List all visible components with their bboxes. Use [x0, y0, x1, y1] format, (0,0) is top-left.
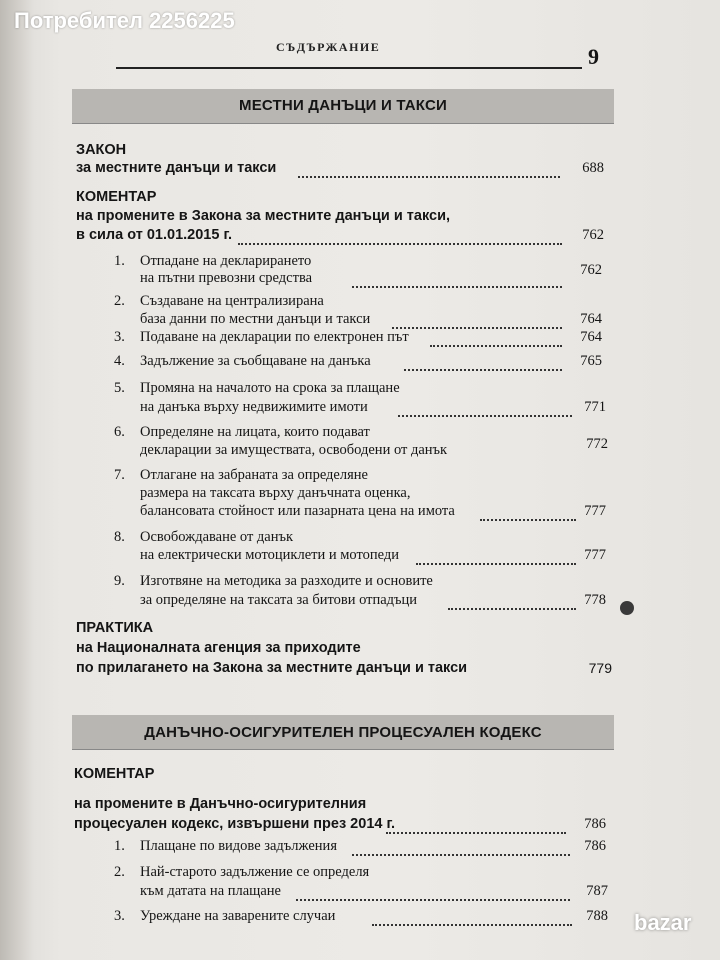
- item-number: 1.: [114, 838, 125, 854]
- dot-leader: [386, 818, 566, 834]
- item-text: за определяне на таксата за битови отпадъци: [140, 592, 418, 608]
- entry-text: по прилагането на Закона за местните данъци и такси: [76, 660, 468, 676]
- item-text: Изготвяне на методика за разходите и основите: [140, 573, 433, 589]
- dot-leader: [352, 272, 562, 288]
- page-number: 9: [588, 44, 599, 69]
- item-text: Отлагане на забраната за определяне: [140, 467, 368, 483]
- dot-leader: [392, 313, 562, 329]
- dot-leader: [238, 229, 562, 245]
- item-number: 1.: [114, 253, 125, 269]
- item-text: на електрически мотоциклети и мотопеди: [140, 547, 400, 563]
- bazar-logo: bazar: [634, 910, 692, 935]
- dot-icon: [620, 601, 634, 615]
- item-text: Определяне на лицата, които подават: [140, 424, 370, 440]
- entry-text: на Националната агенция за приходите: [76, 640, 361, 656]
- header-rule: [116, 67, 582, 69]
- dot-leader: [416, 549, 576, 565]
- item-text: на данъка върху недвижимите имоти: [140, 399, 368, 415]
- item-number: 3.: [114, 908, 125, 924]
- entry-text: на промените в Закона за местните данъци и такси,: [76, 208, 451, 224]
- dot-leader: [296, 885, 570, 901]
- dot-leader: [404, 355, 562, 371]
- entry-heading: КОМЕНТАР: [76, 189, 157, 205]
- page-ref: 772: [586, 436, 608, 452]
- item-text: Плащане по видове задължения: [140, 838, 337, 854]
- item-number: 2.: [114, 864, 125, 880]
- item-text: Създаване на централизирана: [140, 293, 324, 309]
- page-ref: 688: [582, 160, 604, 176]
- entry-heading: ПРАКТИКА: [76, 620, 154, 636]
- item-text: на пътни превозни средства: [140, 270, 313, 286]
- item-number: 9.: [114, 573, 125, 589]
- book-spine-shadow: [0, 0, 34, 960]
- item-number: 2.: [114, 293, 125, 309]
- running-header: СЪДЪРЖАНИЕ: [276, 40, 381, 54]
- item-text: Промяна на началото на срока за плащане: [140, 380, 400, 396]
- item-text: Задължение за съобщаване на данъка: [140, 353, 371, 369]
- item-text: към датата на плащане: [140, 883, 281, 899]
- item-number: 7.: [114, 467, 125, 483]
- page-ref: 771: [584, 399, 606, 415]
- item-text: декларации за имуществата, освободени от данък: [140, 442, 448, 458]
- item-text: Уреждане на заварените случаи: [140, 908, 336, 924]
- user-watermark: Потребител 2256225: [14, 8, 235, 33]
- dot-leader: [298, 162, 560, 178]
- page-ref: 779: [588, 660, 612, 676]
- item-text: балансовата стойност или пазарната цена на имота: [140, 503, 455, 519]
- page-ref: 777: [584, 547, 606, 563]
- page-ref: 764: [580, 311, 602, 327]
- item-number: 6.: [114, 424, 125, 440]
- page-ref: 762: [580, 262, 602, 278]
- item-text: база данни по местни данъци и такси: [140, 311, 371, 327]
- entry-text: за местните данъци и такси: [76, 160, 277, 176]
- section-title: МЕСТНИ ДАНЪЦИ И ТАКСИ: [239, 97, 447, 114]
- page-ref: 764: [580, 329, 602, 345]
- entry-text: в сила от 01.01.2015 г.: [76, 227, 233, 243]
- entry-text: на промените в Данъчно-осигурителния: [74, 796, 367, 812]
- item-text: Отпадане на декларирането: [140, 253, 312, 269]
- page-ref: 787: [586, 883, 608, 899]
- dot-leader: [430, 331, 562, 347]
- page-ref: 762: [582, 227, 604, 243]
- page-ref: 786: [584, 838, 606, 854]
- item-number: 3.: [114, 329, 125, 345]
- item-text: размера на таксата върху данъчната оценка,: [140, 485, 411, 501]
- page-ref: 786: [584, 816, 606, 832]
- dot-leader: [372, 910, 572, 926]
- entry-heading: КОМЕНТАР: [74, 766, 155, 782]
- entry-heading: ЗАКОН: [76, 142, 127, 158]
- item-text: Най-старото задължение се определя: [140, 864, 370, 880]
- section-title: ДАНЪЧНО-ОСИГУРИТЕЛЕН ПРОЦЕСУАЛЕН КОДЕКС: [144, 724, 542, 741]
- page-ref: 778: [584, 592, 606, 608]
- page-ref: 765: [580, 353, 602, 369]
- item-text: Освобождаване от данък: [140, 529, 294, 545]
- dot-leader: [398, 401, 572, 417]
- dot-leader: [352, 840, 570, 856]
- page-ref: 777: [584, 503, 606, 519]
- item-text: Подаване на декларации по електронен път: [140, 329, 409, 345]
- entry-text: процесуален кодекс, извършени през 2014 г.: [74, 816, 396, 832]
- item-number: 5.: [114, 380, 125, 396]
- item-number: 8.: [114, 529, 125, 545]
- page-ref: 788: [586, 908, 608, 924]
- item-number: 4.: [114, 353, 125, 369]
